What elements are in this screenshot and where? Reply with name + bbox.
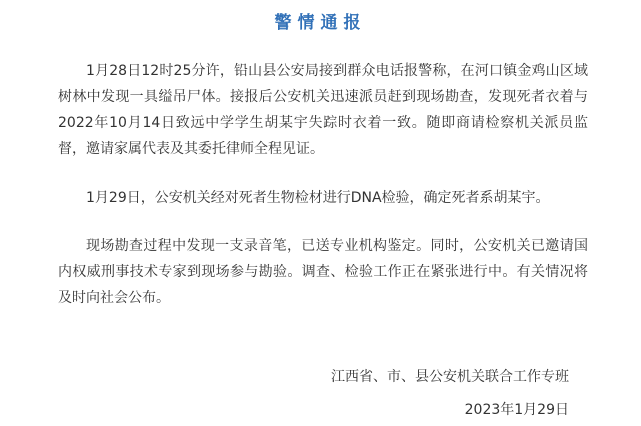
- issue-date: 2023年1月29日: [464, 402, 569, 418]
- notice-paragraph-3: 现场勘查过程中发现一支录音笔，已送专业机构鉴定。同时，公安机关已邀请国内权威刑事技术专家到现场参与勘验。调查、检验工作正在紧张进行中。有关情况将及时向社会公布。: [58, 238, 588, 306]
- notice-title: 警情通报: [274, 13, 367, 33]
- issuer-signature: 江西省、市、县公安机关联合工作专班: [331, 369, 569, 385]
- notice-paragraph-2: 1月29日，公安机关经对死者生物检材进行DNA检验，确定死者系胡某宇。: [86, 190, 550, 206]
- notice-paragraph-1: 1月28日12时25分许，铅山县公安局接到群众电话报警称，在河口镇金鸡山区域树林中发现一具缢吊尸体。接报后公安机关迅速派员赶到现场勘查，发现死者衣着与2022年10月14日致远中学学生胡某宇失踪时衣着一致。随即商请检察机关派员监督，邀请家属代表及其委托律师全程见证。: [58, 63, 588, 157]
